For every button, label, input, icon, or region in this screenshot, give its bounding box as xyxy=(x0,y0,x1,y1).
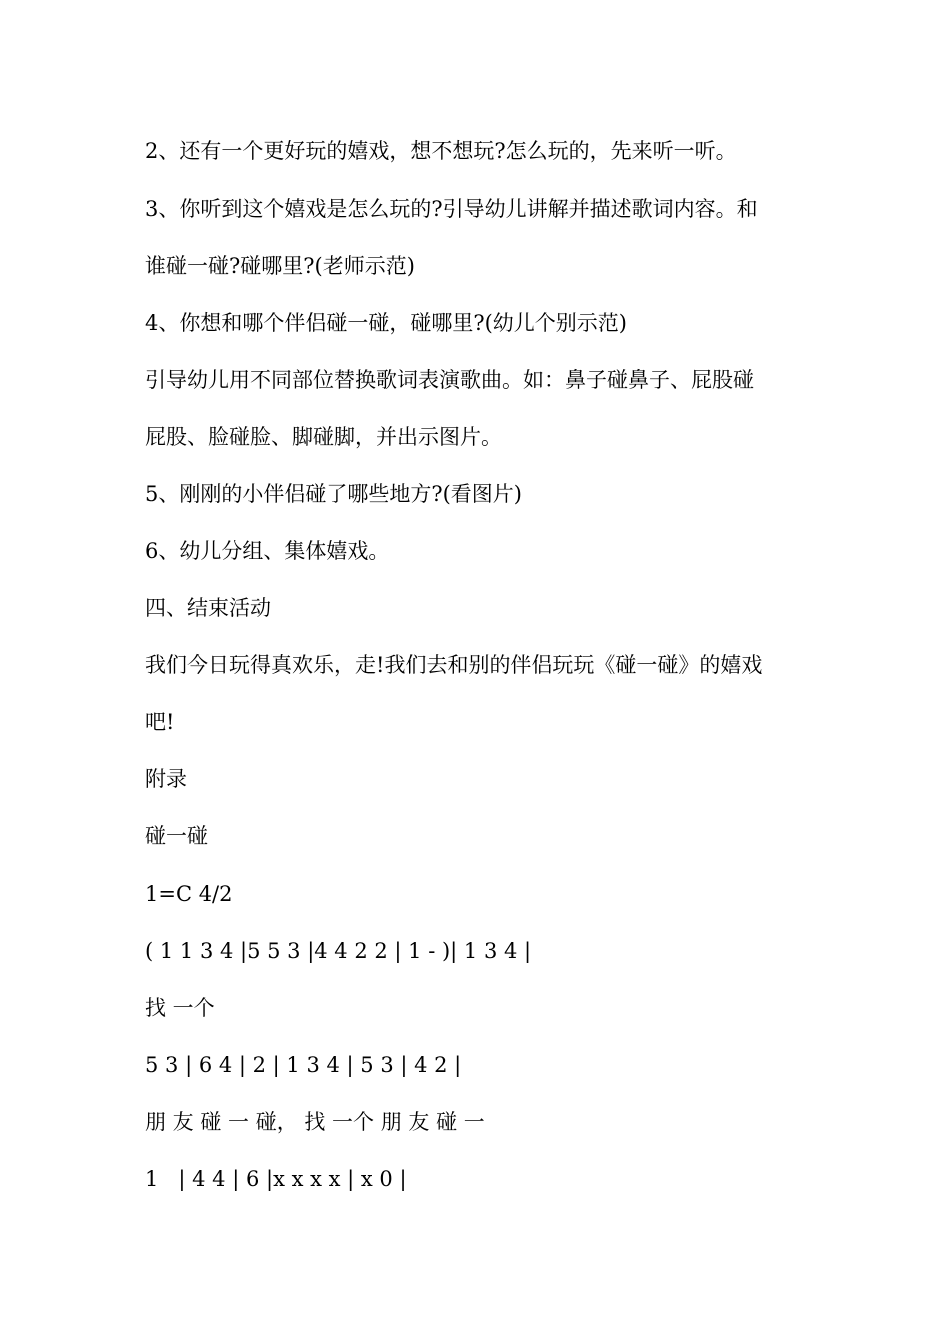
notation-line: 1 | 4 4 | 6 |x x x x | x 0 | xyxy=(145,1167,407,1191)
text-line: 引导幼儿用不同部位替换歌词表演歌曲。如：鼻子碰鼻子、屁股碰 xyxy=(145,368,754,392)
text-line: 屁股、脸碰脸、脚碰脚，并出示图片。 xyxy=(145,425,502,449)
notation-line: ( 1 1 3 4 |5 5 3 |4 4 2 2 | 1 - )| 1 3 4 | xyxy=(145,939,532,963)
text-line: 吧! xyxy=(145,710,175,734)
text-line: 5、刚刚的小伴侣碰了哪些地方?(看图片) xyxy=(145,482,523,506)
lyrics-line: 朋 友 碰 一 碰， 找 一个 朋 友 碰 一 xyxy=(145,1110,485,1134)
text-line: 4、你想和哪个伴侣碰一碰，碰哪里?(幼儿个别示范) xyxy=(145,311,628,335)
notation-line: 5 3 | 6 4 | 2 | 1 3 4 | 5 3 | 4 2 | xyxy=(145,1053,462,1077)
text-line: 2、还有一个更好玩的嬉戏，想不想玩?怎么玩的，先来听一听。 xyxy=(145,139,737,163)
appendix-heading: 附录 xyxy=(145,767,187,791)
section-heading: 四、结束活动 xyxy=(145,596,271,620)
text-line: 6、幼儿分组、集体嬉戏。 xyxy=(145,539,390,563)
text-line: 我们今日玩得真欢乐，走!我们去和别的伴侣玩玩《碰一碰》的嬉戏 xyxy=(145,653,763,677)
text-line: 谁碰一碰?碰哪里?(老师示范) xyxy=(145,254,415,278)
song-key-signature: 1=C 4/2 xyxy=(145,882,233,906)
lyrics-line: 找 一个 xyxy=(145,996,215,1020)
text-line: 3、你听到这个嬉戏是怎么玩的?引导幼儿讲解并描述歌词内容。和 xyxy=(145,197,758,221)
song-title: 碰一碰 xyxy=(145,824,208,848)
